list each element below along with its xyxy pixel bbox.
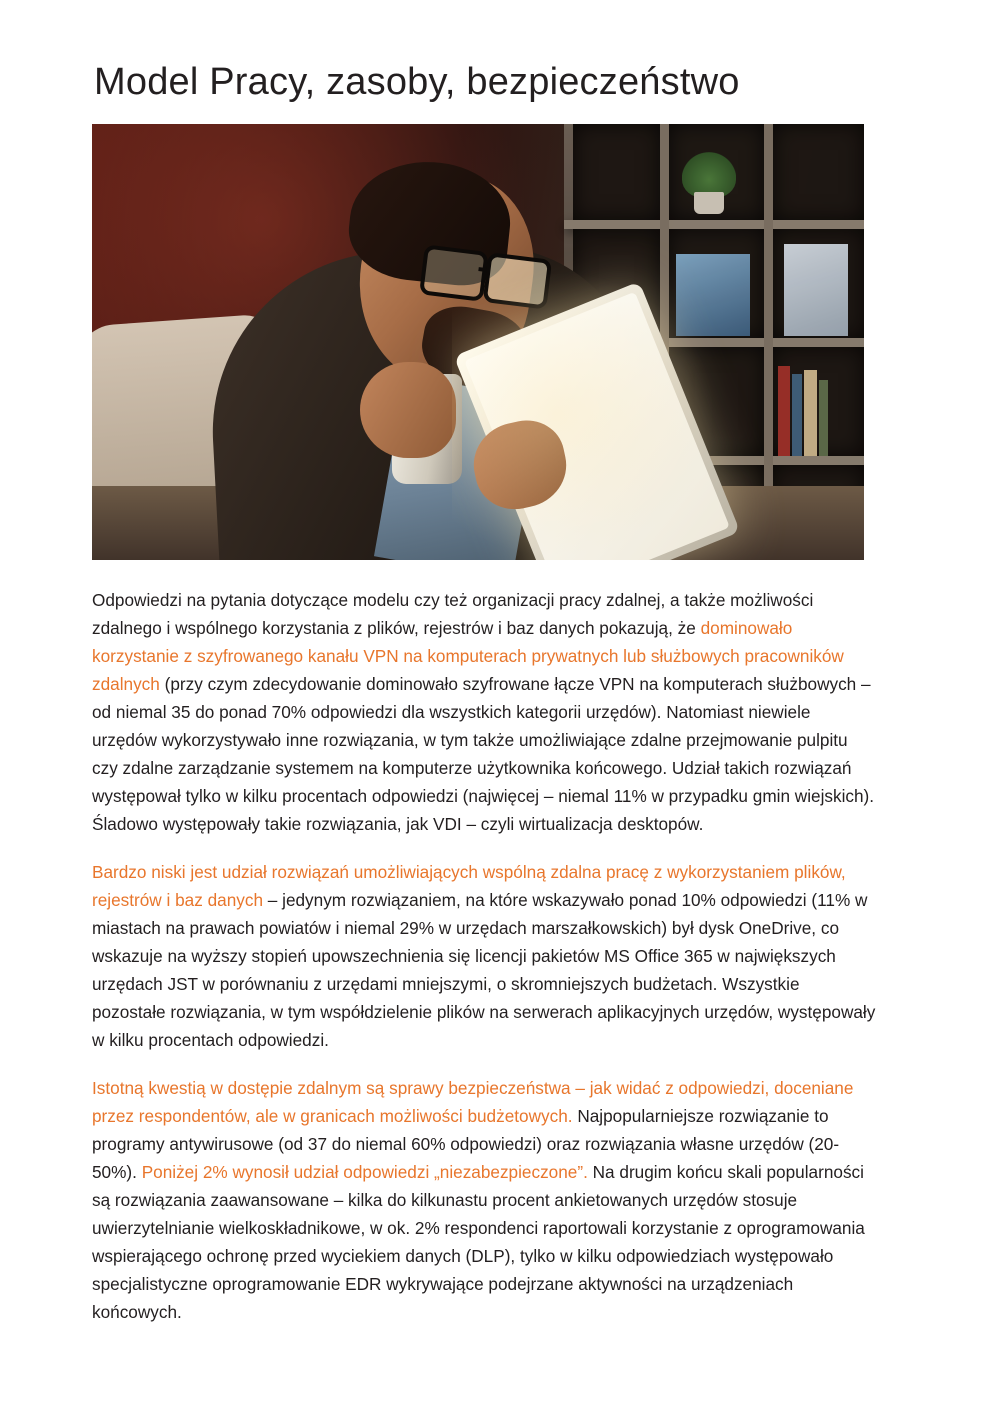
- plain-text: Na drugim końcu skali popularności są rozwiązania zaawansowane – kilka do kilkunastu procent ankietowanych urzędów stosuje uwierzytelnianie wielkoskładnikowe, w ok. 2% respondenci raportowali korzystanie z oprogramowania wspierającego ochronę przed wyciekiem danych (DLP), tylko w kilku odpowiedziach występowało specjalistyczne oprogramowanie EDR wykrywające podejrzane aktywności na urządzeniach końcowych.: [92, 1161, 865, 1322]
- paragraph-3: [92, 1074, 876, 1326]
- plain-text: Najpopularniejsze rozwiązanie to programy antywirusowe (od 37 do niemal 60% odpowiedzi) oraz rozwiązania własne urzędów (20-50%).: [92, 1105, 840, 1182]
- highlighted-text: Bardzo niski jest udział rozwiązań umożliwiających wspólną zdalna pracę z wykorzystaniem plików, rejestrów i baz danych: [92, 861, 846, 910]
- hand-holding-cup: [360, 362, 456, 458]
- paragraph-1: [92, 586, 876, 838]
- highlighted-text: dominowało korzystanie z szyfrowanego kanału VPN na komputerach prywatnych lub służbowych pracowników zdalnych: [92, 617, 844, 694]
- body-copy: [92, 586, 876, 1326]
- page-title: Model Pracy, zasoby, bezpieczeństwo: [94, 61, 740, 103]
- highlighted-text: Poniżej 2% wynosił udział odpowiedzi „niezabezpieczone”.: [141, 1161, 588, 1182]
- plant-decor: [682, 152, 736, 198]
- hero-photo: [92, 124, 864, 560]
- plain-text: (przy czym zdecydowanie dominowało szyfrowane łącze VPN na komputerach służbowych – od niemal 35 do ponad 70% odpowiedzi dla wszystkich kategorii urzędów). Natomiast niewiele urzędów wykorzystywało inne rozwiązania, w tym także umożliwiające zdalne przejmowanie pulpitu czy zdalne zarządzanie systemem na komputerze użytkownika końcowego. Udział takich rozwiązań występował tylko w kilku procentach odpowiedzi (najwięcej – niemal 11% w przypadku gmin wiejskich). Śladowo występowały takie rozwiązania, jak VDI – czyli wirtualizacja desktopów.: [92, 673, 875, 834]
- plain-text: – jedynym rozwiązaniem, na które wskazywało ponad 10% odpowiedzi (11% w miastach na prawach powiatów i niemal 29% w urzędach marszałkowskich) był dysk OneDrive, co wskazuje na wyższy stopień upowszechnienia się licencji pakietów MS Office 365 w największych urzędach JST w porównaniu z urzędami mniejszymi, o skromniejszych budżetach. Wszystkie pozostałe rozwiązania, w tym współdzielenie plików na serwerach aplikacyjnych urzędów, występowały w kilku procentach odpowiedzi.: [92, 889, 876, 1050]
- highlighted-text: Istotną kwestią w dostępie zdalnym są sprawy bezpieczeństwa – jak widać z odpowiedzi, doceniane przez respondentów, ale w granicach możliwości budżetowych.: [92, 1077, 854, 1126]
- paragraph-2: [92, 858, 876, 1054]
- plain-text: Odpowiedzi na pytania dotyczące modelu czy też organizacji pracy zdalnej, a także możliwości zdalnego i wspólnego korzystania z plików, rejestrów i baz danych pokazują, że: [92, 589, 814, 638]
